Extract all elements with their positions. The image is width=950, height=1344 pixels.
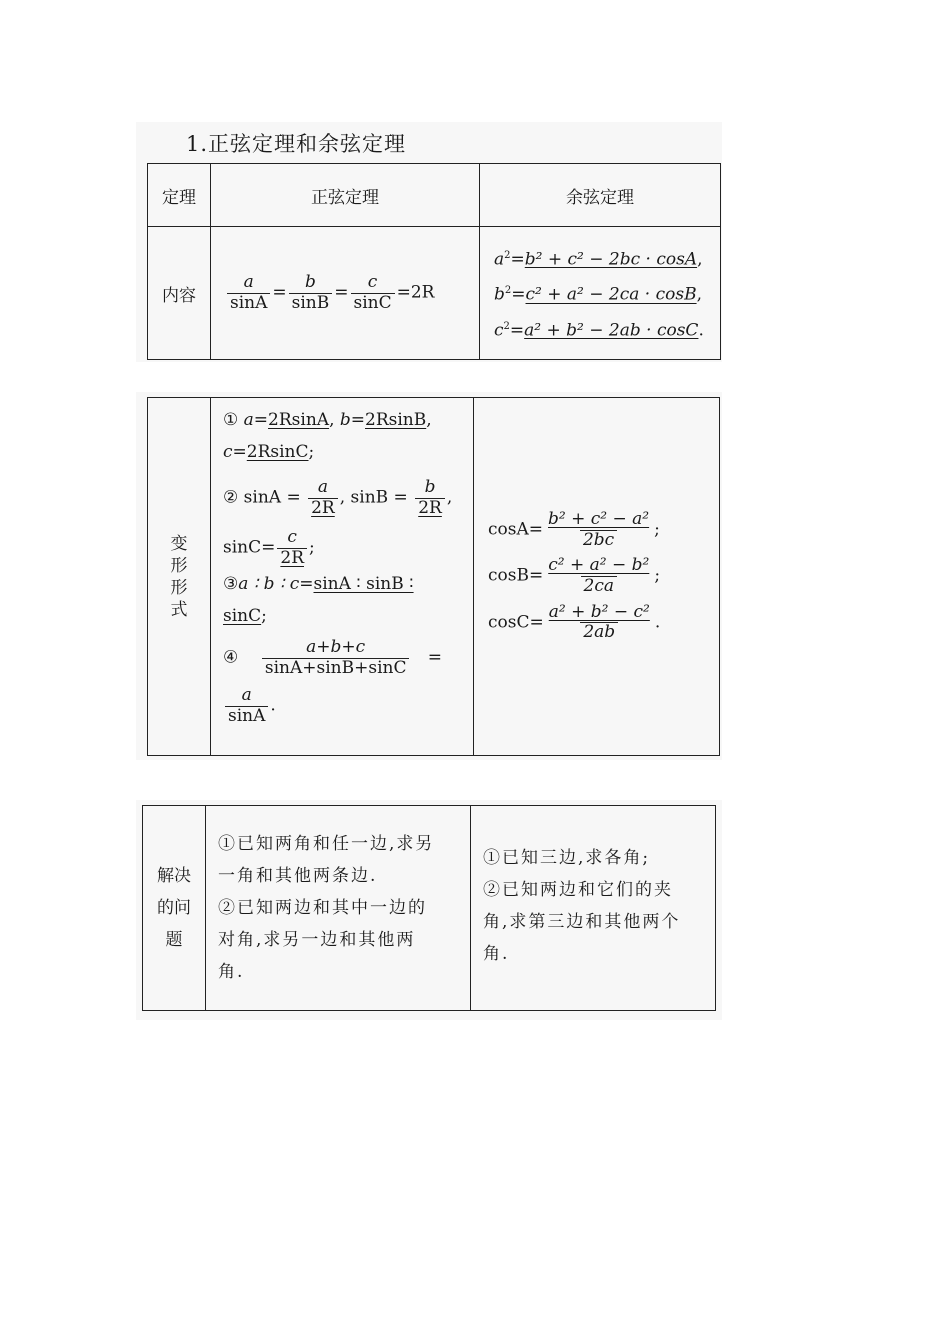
sine-form-3: ③a ∶ b ∶ c=sinA ∶ sinB ∶ (223, 574, 414, 595)
sine-form-4-cont: $\frac{a}{\sin A}$ . (223, 686, 461, 726)
cosA-formula: cosA= $\frac{\text{b² + c² − a²}}{2bc}$ ; (488, 509, 660, 550)
cosine-law-problems: ①已知三边,求各角; ②已知两边和它们的夹 角,求第三边和其他两个 角. (471, 806, 716, 1011)
content-row (148, 227, 721, 360)
sine-form-2: ② sinA = $\frac{a}{2R}$ , sinB = $\frac{b}{2R}$ , (223, 477, 453, 518)
cosC-formula: cosC= $\frac{\text{a² + b² − c²}}{2ab}$ . (488, 601, 661, 643)
fraction-c-sinC: $\frac{c}{\sin C}$ (351, 273, 395, 313)
sine-form-1-cont: c=2RsinC; (223, 442, 315, 462)
cosine-eq-a: $a^2=b^2 + c^2 - 2bc \cdot \cos A$, (494, 249, 703, 270)
sine-law-problems: ①已知两角和任一边,求另 一角和其他两条边. ②已知两边和其中一边的 对角,求另一边和其他两 角. (206, 806, 471, 1011)
header-theorem: 定理 (148, 164, 211, 227)
fraction-b-sinB: $\frac{b}{\sin B}$ (289, 273, 333, 313)
sine-form-2-cont: sinC= $\frac{c}{2R}$ ; (223, 527, 315, 568)
header-sine-law: 正弦定理 (211, 164, 480, 227)
problems-solved-row (143, 806, 716, 1011)
section-title: 1.正弦定理和余弦定理 (186, 132, 407, 156)
sine-form-3-cont: sinC; (223, 606, 267, 627)
row-label-problems-solved: 解决 的问 题 (143, 806, 206, 1011)
cosine-eq-c: $c^2=a^2 + b^2 - 2ab \cdot \cos C$. (494, 320, 704, 341)
row-label-content: 内容 (148, 227, 211, 360)
cosB-formula: cosB= $\frac{\text{c² + a² − b²}}{2ca}$ ; (488, 555, 661, 596)
cosine-eq-b: $b^2=c^2 + a^2 - 2ca \cdot \cos B$, (494, 284, 702, 305)
fraction-a-sinA: $\frac{a}{\sin A}$ (227, 273, 270, 313)
cosine-law-formulas (480, 227, 721, 360)
problems-solved-table (142, 805, 716, 1011)
sine-law-formula: $\frac{a}{\sin A}$ = $\frac{b}{\sin B}$ = $\frac{c}{\sin C}$ =2R (211, 227, 480, 360)
variant-forms-row (148, 398, 720, 756)
header-cosine-law: 余弦定理 (480, 164, 721, 227)
header-row (148, 164, 721, 227)
variant-forms-table (147, 397, 720, 756)
row-label-variant-forms: 变 形 形 式 (148, 398, 211, 756)
cosine-variant-forms (474, 398, 720, 756)
theorem-content-table (147, 163, 721, 360)
sine-variant-forms (211, 398, 474, 756)
sine-form-1: ① a=2RsinA, b=2RsinB, (223, 410, 432, 430)
sine-form-4: ④ $\frac{a+b+c}{\sin A+\sin B+\sin C}$ = (223, 637, 442, 678)
